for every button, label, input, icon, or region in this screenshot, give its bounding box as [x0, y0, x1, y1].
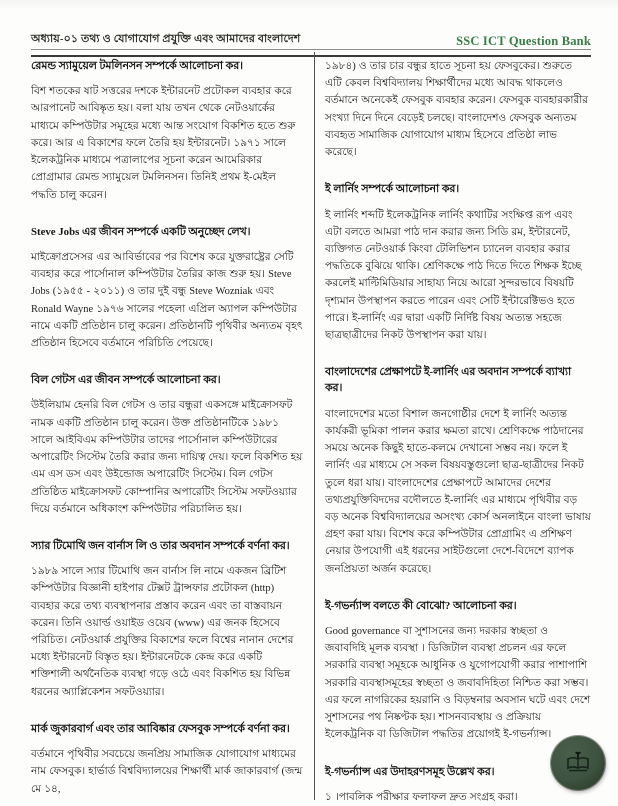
answer-paragraph: বর্তমানে পৃথিবীর সবচেয়ে জনপ্রিয় সামাজিক যোগাযোগ মাধ্যমের নাম ফেসবুক। হার্ভার্ড বিশ্ববিদ্যালয়ের শিক্ষার্থী মার্ক জাকারবার্গ (জন্ম মে ১৪, [31, 749, 303, 795]
answer-list-item: ১ ।পাবলিক পরীক্ষার ফলাফল দ্রুত সংগ্রহ করা। [325, 791, 518, 803]
question-heading: ই-গভর্ন্যান্স বলতে কী বোঝো? আলোচনা কর। [325, 599, 517, 612]
question-section [31, 721, 303, 798]
left-column [31, 52, 314, 800]
answer-paragraph: বিশ শতকের ষাট সত্তরের দশকে ইন্টারনেট প্রটোকল ব্যবহার করে আরপানেট আবিষ্কৃত হয়। বলা যায় তখন থেকে নেটওয়ার্কের মাধ্যমে কম্পিউটার সমূহের মধ্যে আন্ত সংযোগ বিকশিত হতে শুরু করে। আর এ বিকাশের ফলে তৈরি হয় ইন্টারনেট। ১৯৭১ সালে ইলেকট্রনিক মাধ্যমে পত্রালাপের সূচনা করেন আমেরিকার প্রোগ্রামার রেমন্ড স্যামুয়েল টমলিনসন। তিনিই প্রথম ই-মেইল পদ্ধতি চালু করেন। [31, 86, 296, 201]
question-heading: ই-গভর্ন্যান্স এর উদাহরণসমূহ উল্লেখ কর। [325, 765, 495, 778]
question-heading: Steve Jobs এর জীবন সম্পর্কে একটি অনুচ্ছেদ লেখ। [31, 225, 251, 238]
question-heading: বিল গেটস এর জীবন সম্পর্কে আলোচনা কর। [31, 374, 221, 387]
two-column-body [31, 52, 591, 803]
brand-title: SSC ICT Question Bank [456, 34, 591, 48]
question-heading: বাংলাদেশের প্রেক্ষাপটে ই-লার্নিং এর অবদান সম্পর্কে ব্যাখ্যা কর। [325, 366, 572, 395]
chapter-title: অধ্যায়-০১ তথ্য ও যোগাযোগ প্রযুক্তি এবং আমাদের বাংলাদেশ [31, 33, 301, 45]
book-logo-icon [563, 748, 593, 778]
question-section [325, 364, 591, 578]
question-section [325, 181, 591, 344]
question-heading: স্যার টিমোথি জন বার্নাস লি ও তার অবদান সম্পর্কে বর্ণনা কর। [31, 539, 290, 552]
answer-paragraph: ১৯৮৯ সালে স্যার টিমোথি জন বার্নাস লি নামে একজন ব্রিটিশ কম্পিউটার বিজ্ঞানী হাইপার টেক্সট ট্রান্সফার প্রটোকল (http) ব্যবহার করে তথ্য ব্যবস্থাপনার প্রস্তাব করেন এবং তা বাস্তবায়ন করেন। তিনি ওয়ার্ল্ড ওয়াইড ওয়েব (www) এর জনক হিসেবে পরিচিত। নেটওয়ার্ক প্রযুক্তির বিকাশের ফলে বিশ্বের নানান দেশের মধ্যে ইন্টারনেট বিস্তৃত হয়। ইন্টারনেটকে কেন্দ্র করে একটি শক্তিশালী অর্থনৈতিক ব্যবস্থা গড়ে ওঠে এবং বিকশিত হয় বিভিন্ন ধরনের অ্যাপ্লিকেশন সফটওয়্যার। [31, 566, 294, 698]
right-column [314, 52, 591, 803]
question-section [325, 598, 591, 744]
question-heading: রেমন্ড স্যামুয়েল টমলিনসন সম্পর্কে আলোচনা কর। [31, 60, 243, 72]
answer-paragraph: বাংলাদেশের মতো বিশাল জনগোষ্ঠীর দেশে ই লার্নিং অত্যন্ত কার্যকরী ভূমিকা পালন করার ক্ষমতা রাখে। শ্রেণিকক্ষে পাঠদানের সময়ে অনেক কিছুই হাতে-কলমে দেখানো সম্ভব নয়। ফলে ই লার্নিং এর মাধ্যমে সে সকল বিষয়বস্তুগুলো ছাত্র-ছাত্রীদের নিকট তুলে ধরা যায়। বাংলাদেশের প্রেক্ষাপটে আমাদের দেশের তথ্যপ্রযুক্তিবিদদের বদৌলতে ই-লার্নিং এর মাধ্যমে পৃথিবীর বড় বড় অনেক বিশ্ববিদ্যালয়ের অসংখ্য কোর্স অনলাইনে বাংলা ভাষায় গ্রহণ করা যায়। বিশেষ করে কম্পিউটার প্রোগ্রামিং এ প্রশিক্ষণ নেয়ার উপযোগী এই ধরনের সাইটগুলো দেশে-বিদেশে ব্যাপক জনপ্রিয়তা অর্জন করেছে। [325, 408, 591, 575]
answer-paragraph: Good governance বা সুশাসনের জন্য দরকার স্বচ্ছতা ও জবাবদিহি মূলক ব্যবস্থা । ডিজিটাল ব্যবস্থা প্রচলন এর ফলে সরকারি ব্যবস্থা সমূহকে আধুনিক ও যুগোপযোগী করার পাশাপাশি সরকারি ব্যবস্থাসমূহের স্বচ্ছতা ও জবাবদিহিতা নিশ্চিত করা সম্ভব। এর ফলে নাগরিকের হয়রানি ও বিড়ম্বনার অবসান ঘটে এবং দেশে সুশাসনের পথ নিষ্কণ্টক হয়। শাসনব্যবস্থায় ও প্রক্রিয়ায় ইলেকট্রনিক বা ডিজিটাল পদ্ধতির প্রয়োগই ই-গভর্ন্যান্স। [325, 626, 591, 741]
question-section [31, 538, 303, 701]
answer-paragraph: উইলিয়াম হেনরি বিল গেটস ও তার বন্ধুরা একসঙ্গে মাইক্রোসফট নামক একটি প্রতিষ্ঠান চালু করেন। উক্ত প্রতিষ্ঠানটিকে ১৯৮১ সালে আইবিএম কম্পিউটার তাদের পার্সোনাল কম্পিউটারের অপারেটিং সিস্টেম তৈরি করার জন্য দায়িত্ব দেয়। ফলে বিকশিত হয় এম এস ডস এবং উইন্ডোজ অপারেটিং সিস্টেম। বিল গেটস প্রতিষ্ঠিত মাইক্রোসফট কোম্পানির অপারেটিং সিস্টেম সফটওয়্যার দিয়ে বর্তমানে অধিকাংশ কম্পিউটার পরিচালিত হয়। [31, 400, 303, 515]
question-section [31, 372, 303, 518]
page-header [31, 30, 591, 54]
continued-paragraph: ১৯৮৪) ও তার চার বন্ধুর হাতে সূচনা হয় ফেসবুকের। শুরুতে এটি কেবল বিশ্ববিদ্যালয় শিক্ষার্থীদের মধ্যে আবদ্ধ থাকলেও বর্তমানে অনেকেই ফেসবুক ব্যবহার করেন। ফেসবুক ব্যবহারকারীর সংখ্যা দিনে দিনে বেড়েই চলছে। বাংলাদেশও ফেসবুক অন্যতম ব্যবহৃত সামাজিক যোগাযোগ মাধ্যম হিসেবে প্রতিষ্ঠা লাভ করেছে। [325, 61, 589, 159]
question-section [31, 58, 303, 204]
question-heading: ই লার্নিং সম্পর্কে আলোচনা কর। [325, 183, 460, 196]
question-section [31, 224, 303, 353]
question-heading: মার্ক জুকারবার্গ এবং তার আবিষ্কার ফেসবুক সম্পর্কে বর্ণনা কর। [31, 722, 290, 735]
answer-paragraph: মাইক্রোপ্রসেসর এর আবির্ভাবের পর বিশেষ করে যুক্তরাষ্ট্রের সেটি ব্যবহার করে পার্সোনাল কম্পিউটার তৈরির কাজ শুরু হয়। Steve Jobs (১৯৫৫ - ২০১১) ও তার দুই বন্ধু Steve Wozniak এবং Ronald Wayne ১৯৭৬ সালের পহেলা এপ্রিল অ্যাপল কম্পিউটার নামে একটি প্রতিষ্ঠান চালু করেন। প্রতিষ্ঠানটি পৃথিবীর অন্যতম বৃহৎ প্রতিষ্ঠান হিসেবে বর্তমানে পরিচিতি পেয়েছে। [31, 251, 303, 349]
answer-paragraph: ই লার্নিং শব্দটি ইলেকট্রনিক লার্নিং কথাটির সংক্ষিপ্ত রূপ এবং এটা বলতে আমরা পাঠ দান করার জন্য সিডি রম, ইন্টারনেট, ব্যক্তিগত নেটওয়ার্ক কিংবা টেলিভিশন চ্যানেল ব্যবহার করার পদ্ধতিকে বুঝিয়ে থাকি। শ্রেণিকক্ষে পাঠ দিতে দিতে শিক্ষক ইচ্ছে করলেই মাল্টিমিডিয়ার সাহায্য নিয়ে আরো সুন্দরভাবে বিষয়টি দৃশ্যমান উপস্থাপন করতে পারেন এবং সেটি ইন্টারেক্টিভও হতে পারে। ই-লার্নিং এর দ্বারা একটি নির্দিষ্ট বিষয় অত্যন্ত সহজে ছাত্রছাত্রীদের নিকট উপস্থাপন করা যায়। [325, 209, 582, 342]
publisher-logo-badge [551, 736, 605, 790]
